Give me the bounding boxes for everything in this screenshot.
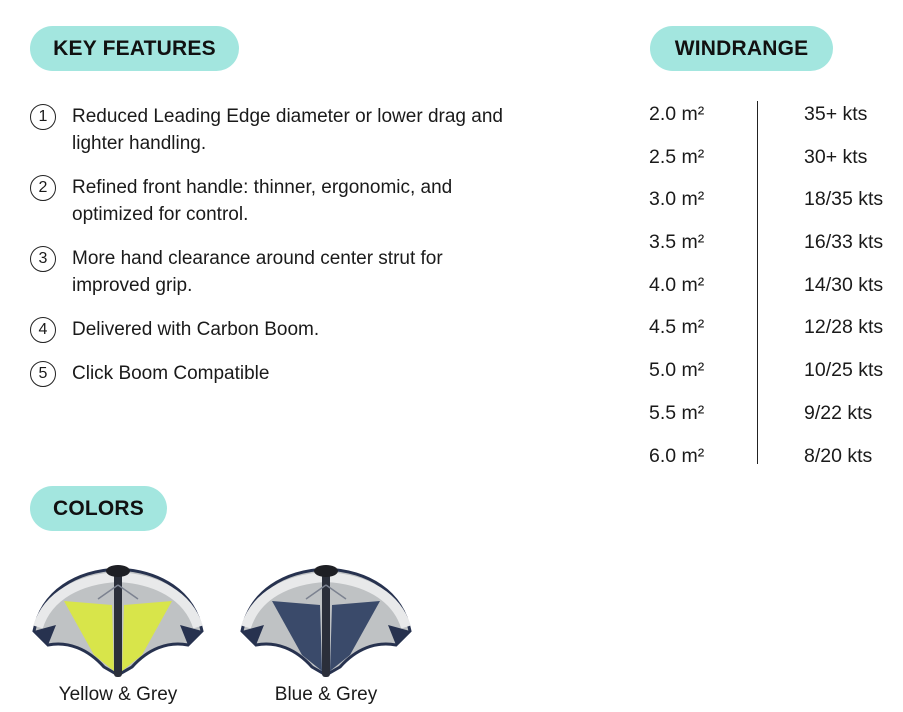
wing-blue-grey-image xyxy=(236,555,416,677)
wind-range: 8/20 kts xyxy=(804,444,873,467)
wind-range: 10/25 kts xyxy=(804,359,884,382)
wind-range: 14/30 kts xyxy=(804,273,884,296)
color-label-yellow-grey: Yellow & Grey xyxy=(58,684,178,705)
colors-heading: COLORS xyxy=(30,486,167,531)
windrange-heading: WINDRANGE xyxy=(650,26,833,71)
kite-size: 2.0 m² xyxy=(649,103,705,125)
wind-range: 9/22 kts xyxy=(804,401,873,424)
feature-item xyxy=(30,103,530,157)
key-features-heading: KEY FEATURES xyxy=(30,26,239,71)
color-label-blue-grey: Blue & Grey xyxy=(274,684,378,705)
feature-number: 1 xyxy=(30,104,56,130)
feature-text: Refined front handle: thinner, ergonomic, and optimized for control. xyxy=(72,177,453,225)
feature-item xyxy=(30,316,530,343)
kite-size: 3.5 m² xyxy=(649,231,705,254)
feature-text: Reduced Leading Edge diameter or lower drag and lighter handling. xyxy=(72,106,503,154)
wing-yellow-grey-image xyxy=(28,555,208,677)
kite-size: 4.0 m² xyxy=(649,273,705,296)
feature-text: Click Boom Compatible xyxy=(72,363,270,384)
features-list xyxy=(30,103,530,404)
wind-range: 18/35 kts xyxy=(804,188,884,211)
wind-range: 12/28 kts xyxy=(804,316,884,339)
feature-item xyxy=(30,360,530,387)
feature-item xyxy=(30,245,530,299)
kite-size: 2.5 m² xyxy=(649,145,705,168)
feature-number: 5 xyxy=(30,361,56,387)
feature-text: More hand clearance around center strut for improved grip. xyxy=(72,248,443,296)
kite-size: 4.5 m² xyxy=(649,316,705,339)
wind-range: 35+ kts xyxy=(804,103,868,125)
feature-item xyxy=(30,174,530,228)
kite-size: 5.0 m² xyxy=(649,359,705,382)
feature-text: Delivered with Carbon Boom. xyxy=(72,319,320,340)
windrange-divider xyxy=(757,101,758,464)
kite-size: 6.0 m² xyxy=(649,444,705,467)
wind-range: 16/33 kts xyxy=(804,231,884,254)
feature-number: 4 xyxy=(30,317,56,343)
wind-range: 30+ kts xyxy=(804,145,868,168)
feature-number: 2 xyxy=(30,175,56,201)
kite-size: 3.0 m² xyxy=(649,188,705,211)
feature-number: 3 xyxy=(30,246,56,272)
kite-size: 5.5 m² xyxy=(649,401,705,424)
